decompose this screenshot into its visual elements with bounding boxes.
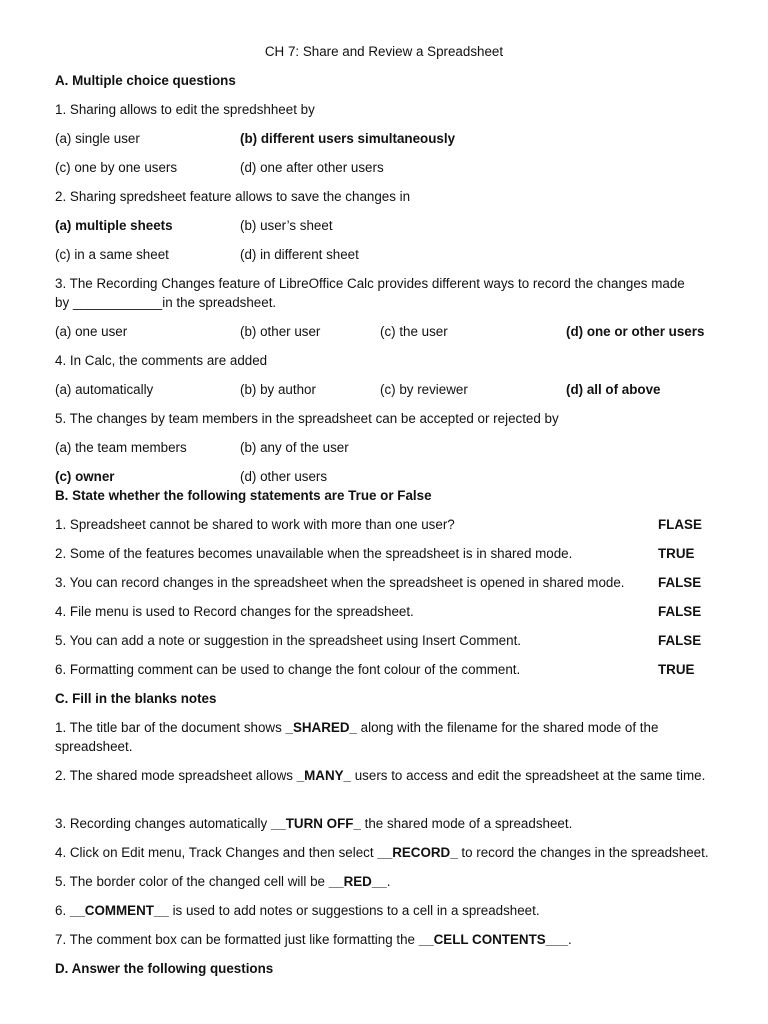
fill-blank-answer: _MANY_ [296,768,352,783]
statement-text: 2. Some of the features becomes unavailable when the spreadsheet is in shared mode. [55,546,573,561]
fill-blank-item [55,903,540,919]
question-text: 4. In Calc, the comments are added [55,353,268,368]
question-text: 5. The changes by team members in the spreadsheet can be accepted or rejected by [55,411,559,426]
fill-blank-pre: 2. The shared mode spreadsheet allows [55,768,297,783]
option-c: (c) one by one users [55,160,178,175]
fill-blank-post: . [568,932,572,947]
option-c-correct: (c) owner [55,469,115,484]
fill-blank-pre: 1. The title bar of the document shows [55,720,286,735]
fill-blank-item [55,845,709,861]
option-c: (c) the user [380,324,448,339]
fill-blank-answer: __RED__ [328,874,387,889]
fill-blank-item [55,766,735,785]
option-a-correct: (a) multiple sheets [55,218,173,233]
option-b: (b) by author [240,382,316,397]
fill-blank-post: users to access and edit the spreadsheet at the same time. [351,768,706,783]
fill-blank-answer: __TURN OFF_ [270,816,361,831]
statement-text: 4. File menu is used to Record changes for the spreadsheet. [55,604,414,619]
fill-blank-pre: 4. Click on Edit menu, Track Changes and then select [55,845,378,860]
fill-blank-pre: 5. The border color of the changed cell will be [55,874,329,889]
question-text-line2: by ____________in the spreadsheet. [55,295,277,310]
option-b: (b) other user [240,324,321,339]
fill-blank-post: to record the changes in the spreadsheet. [457,845,709,860]
option-d: (d) in different sheet [240,247,359,262]
statement-text: 3. You can record changes in the spreadsheet when the spreadsheet is opened in shared mode. [55,575,625,590]
fill-blank-pre: 6. [55,903,70,918]
fill-blank-post: is used to add notes or suggestions to a cell in a spreadsheet. [168,903,540,918]
option-d-correct: (d) all of above [566,382,661,397]
option-b-correct: (b) different users simultaneously [240,131,456,146]
question-text-line1: 3. The Recording Changes feature of LibreOffice Calc provides different ways to record the changes made [55,276,685,291]
option-b: (b) any of the user [240,440,349,455]
fill-blank-post: the shared mode of a spreadsheet. [360,816,573,831]
option-c: (c) in a same sheet [55,247,169,262]
section-d-heading: D. Answer the following questions [55,961,274,976]
fill-blank-item [55,932,572,948]
option-a: (a) the team members [55,440,187,455]
fill-blank-answer: __COMMENT__ [69,903,169,918]
question-text: 2. Sharing spredsheet feature allows to save the changes in [55,189,411,204]
question-text: 1. Sharing allows to edit the spredshheet by [55,102,315,117]
document-title: CH 7: Share and Review a Spreadsheet [264,44,504,59]
option-a: (a) single user [55,131,140,146]
option-d-correct: (d) one or other users [566,324,705,339]
fill-blank-answer: _SHARED_ [285,720,357,735]
fill-blank-item [55,874,390,890]
section-a-heading: A. Multiple choice questions [55,73,236,88]
option-d: (d) one after other users [240,160,384,175]
option-a: (a) one user [55,324,128,339]
statement-answer: TRUE [658,662,695,677]
section-c-heading: C. Fill in the blanks notes [55,691,217,706]
option-c: (c) by reviewer [380,382,468,397]
fill-blank-pre: 7. The comment box can be formatted just like formatting the [55,932,419,947]
option-a: (a) automatically [55,382,154,397]
fill-blank-item [55,718,735,756]
statement-answer: FALSE [658,604,702,619]
statement-text: 5. You can add a note or suggestion in the spreadsheet using Insert Comment. [55,633,522,648]
statement-answer: FLASE [658,517,702,532]
fill-blank-item [55,816,572,832]
fill-blank-post: . [386,874,391,889]
section-b-heading: B. State whether the following statements are True or False [55,488,432,503]
statement-answer: FALSE [658,633,702,648]
fill-blank-post: along with the filename for the shared mode of the spreadsheet. [55,720,659,754]
statement-answer: FALSE [658,575,702,590]
option-b: (b) user’s sheet [240,218,333,233]
fill-blank-answer: __RECORD_ [377,845,458,860]
statement-text: 6. Formatting comment can be used to change the font colour of the comment. [55,662,521,677]
option-d: (d) other users [240,469,328,484]
fill-blank-pre: 3. Recording changes automatically [55,816,271,831]
statement-answer: TRUE [658,546,695,561]
fill-blank-answer: __CELL CONTENTS___ [418,932,569,947]
statement-text: 1. Spreadsheet cannot be shared to work with more than one user? [55,517,455,532]
